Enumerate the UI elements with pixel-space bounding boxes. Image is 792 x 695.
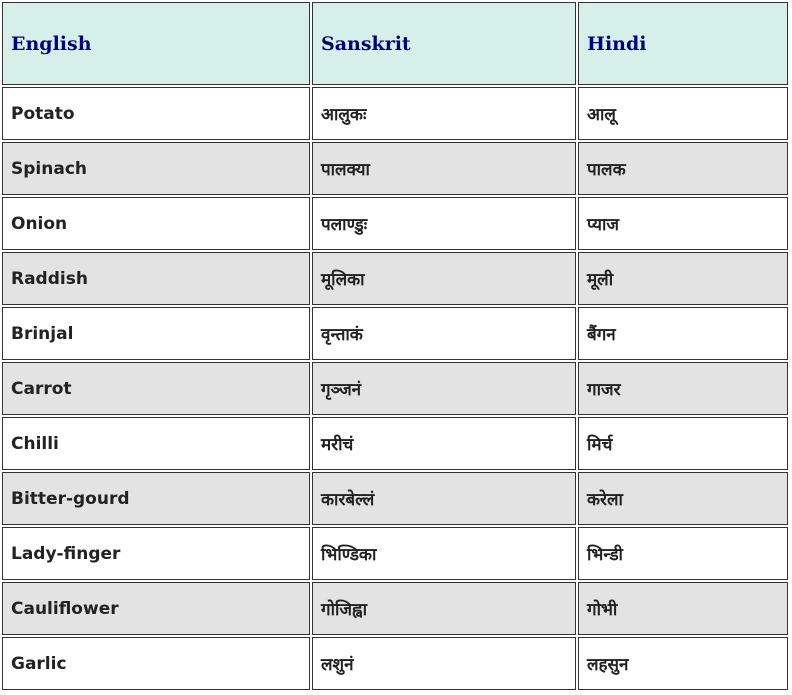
english-cell: Lady-finger	[2, 527, 310, 580]
hindi-cell: प्याज	[578, 197, 788, 250]
table-row	[2, 252, 788, 305]
sanskrit-cell: आलुकः	[312, 87, 576, 140]
sanskrit-cell: भिण्डिका	[312, 527, 576, 580]
table-row	[2, 417, 788, 470]
hindi-cell: मूली	[578, 252, 788, 305]
sanskrit-cell: वृन्ताकं	[312, 307, 576, 360]
sanskrit-cell: गोजिह्वा	[312, 582, 576, 635]
english-cell: Cauliflower	[2, 582, 310, 635]
sanskrit-cell: पलाण्डुः	[312, 197, 576, 250]
english-cell: Bitter-gourd	[2, 472, 310, 525]
table-row	[2, 582, 788, 635]
sanskrit-cell: गृञ्जनं	[312, 362, 576, 415]
sanskrit-cell: पालक्या	[312, 142, 576, 195]
sanskrit-cell: कारबेल्लं	[312, 472, 576, 525]
table-row	[2, 87, 788, 140]
table-row	[2, 307, 788, 360]
header-row	[2, 2, 788, 85]
english-cell: Onion	[2, 197, 310, 250]
hindi-cell: लहसुन	[578, 637, 788, 690]
header-sanskrit: Sanskrit	[312, 2, 576, 85]
sanskrit-cell: मरीचं	[312, 417, 576, 470]
header-english: English	[2, 2, 310, 85]
header-hindi: Hindi	[578, 2, 788, 85]
hindi-cell: पालक	[578, 142, 788, 195]
english-cell: Chilli	[2, 417, 310, 470]
table-row	[2, 472, 788, 525]
sanskrit-cell: लशुनं	[312, 637, 576, 690]
english-cell: Brinjal	[2, 307, 310, 360]
hindi-cell: बैंगन	[578, 307, 788, 360]
english-cell: Raddish	[2, 252, 310, 305]
hindi-cell: आलू	[578, 87, 788, 140]
hindi-cell: गोभी	[578, 582, 788, 635]
hindi-cell: भिन्डी	[578, 527, 788, 580]
sanskrit-cell: मूलिका	[312, 252, 576, 305]
table-row	[2, 362, 788, 415]
table-row	[2, 197, 788, 250]
hindi-cell: गाजर	[578, 362, 788, 415]
table-row	[2, 637, 788, 690]
hindi-cell: करेला	[578, 472, 788, 525]
english-cell: Potato	[2, 87, 310, 140]
table-row	[2, 527, 788, 580]
english-cell: Garlic	[2, 637, 310, 690]
hindi-cell: मिर्च	[578, 417, 788, 470]
table-row	[2, 142, 788, 195]
english-cell: Carrot	[2, 362, 310, 415]
english-cell: Spinach	[2, 142, 310, 195]
